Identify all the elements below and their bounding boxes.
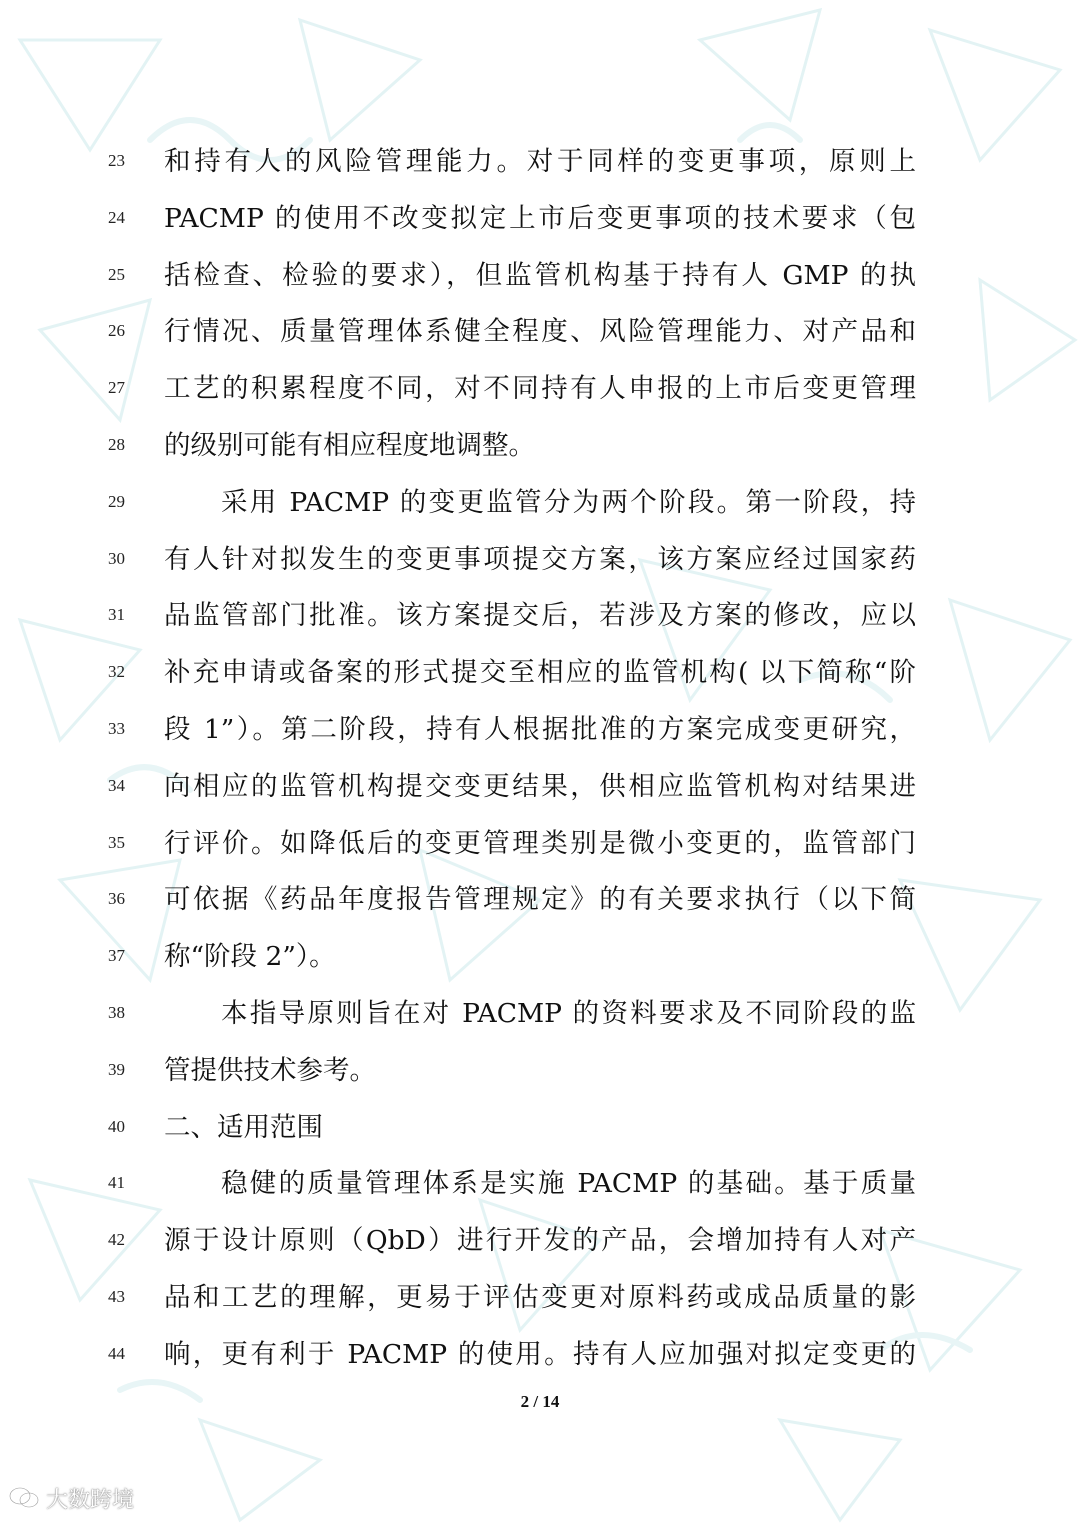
line-number: 36 <box>108 889 125 909</box>
text-line <box>0 303 1080 360</box>
line-text: 管提供技术参考。 <box>164 1054 376 1086</box>
line-number: 39 <box>108 1059 125 1079</box>
line-number: 29 <box>108 491 125 511</box>
section-heading: 二、适用范围 <box>164 1111 323 1143</box>
line-text: 向相应的监管机构提交变更结果，供相应监管机构对结果进 <box>164 770 916 802</box>
line-number: 34 <box>108 775 125 795</box>
line-number: 30 <box>108 548 125 568</box>
line-text: 采用 PACMP 的变更监管分为两个阶段。第一阶段，持 <box>221 486 916 518</box>
line-text: 稳健的质量管理体系是实施 PACMP 的基础。基于质量 <box>221 1168 916 1200</box>
line-number: 28 <box>108 435 125 454</box>
line-number: 24 <box>108 207 125 227</box>
text-line <box>0 701 1080 758</box>
text-line <box>0 1155 1080 1212</box>
line-text: 的级别可能有相应程度地调整。 <box>164 430 535 461</box>
text-line <box>0 247 1080 304</box>
line-text: 本指导原则旨在对 PACMP 的资料要求及不同阶段的监 <box>221 998 916 1029</box>
line-number: 37 <box>108 946 125 966</box>
text-line <box>0 928 1080 985</box>
text-line <box>0 417 1080 474</box>
line-text: 工艺的积累程度不同，对不同持有人申报的上市后变更管理 <box>164 373 916 405</box>
line-number: 32 <box>108 662 125 682</box>
text-line <box>0 815 1080 872</box>
line-number: 23 <box>108 151 125 170</box>
chat-bubbles-icon <box>8 1485 40 1511</box>
line-text: 行评价。如降低后的变更管理类别是微小变更的，监管部门 <box>164 827 916 859</box>
text-line <box>0 1099 1080 1156</box>
line-number: 42 <box>108 1230 125 1250</box>
text-line <box>0 1269 1080 1326</box>
line-text: 响，更有利于 PACMP 的使用。持有人应加强对拟定变更的 <box>164 1338 916 1370</box>
text-line <box>0 190 1080 247</box>
line-number: 41 <box>108 1173 125 1193</box>
text-line <box>0 1042 1080 1099</box>
text-line <box>0 133 1080 190</box>
line-number: 26 <box>108 321 125 341</box>
line-number: 44 <box>108 1343 125 1363</box>
line-number: 43 <box>108 1287 125 1306</box>
line-number: 38 <box>108 1003 125 1022</box>
line-text: 补充申请或备案的形式提交至相应的监管机构( 以下简称“阶 <box>164 657 916 689</box>
text-line <box>0 587 1080 644</box>
line-number: 27 <box>108 378 125 398</box>
line-number: 25 <box>108 264 125 284</box>
text-line <box>0 360 1080 417</box>
line-text: 称“阶段 2”）。 <box>164 941 336 973</box>
text-line <box>0 1212 1080 1269</box>
line-text: 品监管部门批准。该方案提交后，若涉及方案的修改，应以 <box>164 600 916 632</box>
line-number: 31 <box>108 605 125 625</box>
source-badge-label: 大数跨境 <box>46 1487 135 1513</box>
line-text: 和持有人的风险管理能力。对于同样的变更事项，原则上 <box>164 146 916 177</box>
text-line <box>0 985 1080 1042</box>
text-line <box>0 1326 1080 1383</box>
line-text: 行情况、质量管理体系健全程度、风险管理能力、对产品和 <box>164 316 916 348</box>
text-line <box>0 531 1080 588</box>
line-text: 源于设计原则（QbD）进行开发的产品，会增加持有人对产 <box>164 1225 916 1257</box>
line-number: 33 <box>108 719 125 738</box>
text-line <box>0 871 1080 928</box>
text-line <box>0 474 1080 531</box>
source-badge <box>8 1478 134 1518</box>
text-line <box>0 644 1080 701</box>
line-text: 品和工艺的理解，更易于评估变更对原料药或成品质量的影 <box>164 1282 916 1313</box>
text-line <box>0 758 1080 815</box>
line-text: PACMP 的使用不改变拟定上市后变更事项的技术要求（包 <box>164 202 916 234</box>
line-text: 有人针对拟发生的变更事项提交方案，该方案应经过国家药 <box>164 543 916 575</box>
line-text: 括检查、检验的要求），但监管机构基于持有人 GMP 的执 <box>164 259 916 291</box>
line-text: 段 1”）。第二阶段，持有人根据批准的方案完成变更研究， <box>164 714 916 745</box>
line-number: 40 <box>108 1116 125 1136</box>
line-text: 可依据《药品年度报告管理规定》的有关要求执行（以下简 <box>164 884 916 916</box>
line-number: 35 <box>108 832 125 852</box>
page-number: 2 / 14 <box>520 1392 560 1411</box>
